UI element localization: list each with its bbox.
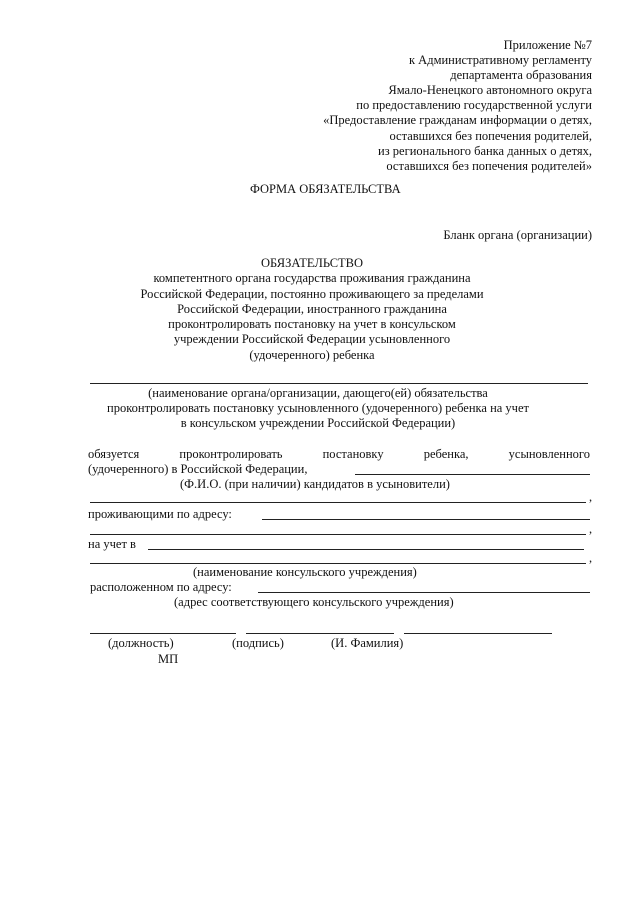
document-title-line: проконтролировать постановку на учет в консульском <box>168 317 456 332</box>
registration-label: на учет в <box>88 537 136 551</box>
appendix-line: оставшихся без попечения родителей, <box>389 128 592 143</box>
document-title-line: Российской Федерации, иностранного гражданина <box>177 301 447 316</box>
signature-caption: (подпись) <box>232 636 284 650</box>
document-heading: ОБЯЗАТЕЛЬСТВО <box>260 256 364 270</box>
appendix-line: департамента образования <box>450 68 592 83</box>
appendix-line: Ямало-Ненецкого автономного округа <box>388 83 592 98</box>
consulate-address-field[interactable] <box>258 592 590 593</box>
appendix-line: «Предоставление гражданам информации о детях, <box>323 113 592 128</box>
name-caption: (И. Фамилия) <box>331 636 404 650</box>
residing-label: проживающими по адресу: <box>88 507 232 521</box>
obligation-line-2: (удочеренного) в Российской Федерации, <box>88 462 308 476</box>
position-field[interactable] <box>90 633 236 634</box>
consulate-caption: (наименование консульского учреждения) <box>193 565 417 579</box>
document-title-line: компетентного органа государства проживания гражданина <box>153 271 471 286</box>
organ-caption-line: проконтролировать постановку усыновленного (удочеренного) ребенка на учет <box>107 401 529 415</box>
consulate-name-field[interactable] <box>148 549 584 550</box>
appendix-line: оставшихся без попечения родителей» <box>386 158 592 173</box>
comma: , <box>589 522 593 536</box>
organ-caption <box>0 386 638 431</box>
residing-address-field[interactable] <box>262 519 590 520</box>
candidates-field-continued[interactable] <box>90 502 586 503</box>
obligation-line-1: обязуется проконтролировать постановку ребенка, усыновленного <box>88 447 590 461</box>
appendix-line: из регионального банка данных о детях, <box>378 143 592 158</box>
candidates-caption: (Ф.И.О. (при наличии) кандидатов в усыновители) <box>180 477 450 491</box>
appendix-line: к Административному регламенту <box>408 53 592 68</box>
residing-address-field-continued[interactable] <box>90 534 586 535</box>
document-title-line: Российской Федерации, постоянно проживающего за пределами <box>140 286 484 301</box>
comma: , <box>589 551 593 565</box>
document-title-line: (удочеренного) ребенка <box>249 347 375 362</box>
organ-caption-line: в консульском учреждении Российской Федерации) <box>180 416 456 430</box>
organ-caption-line: (наименование органа/организации, дающего(ей) обязательства <box>148 386 488 400</box>
consulate-name-field-continued[interactable] <box>90 563 586 564</box>
name-field[interactable] <box>404 633 552 634</box>
stamp-label: МП <box>158 652 179 666</box>
comma: , <box>589 490 593 504</box>
consulate-address-caption: (адрес соответствующего консульского учреждения) <box>174 595 454 609</box>
document-title <box>0 256 632 363</box>
located-label: расположенном по адресу: <box>90 580 232 594</box>
position-caption: (должность) <box>108 636 174 650</box>
candidates-field[interactable] <box>355 474 590 475</box>
signature-field[interactable] <box>246 633 394 634</box>
form-title: ФОРМА ОБЯЗАТЕЛЬСТВА <box>250 182 401 196</box>
appendix-line: по предоставлению государственной услуги <box>356 98 592 113</box>
document-title-line: учреждении Российской Федерации усыновленного <box>173 332 451 347</box>
appendix-line: Приложение №7 <box>503 38 592 52</box>
appendix-header <box>323 38 592 174</box>
blank-label: Бланк органа (организации) <box>443 228 592 242</box>
organ-name-line[interactable] <box>90 383 588 384</box>
